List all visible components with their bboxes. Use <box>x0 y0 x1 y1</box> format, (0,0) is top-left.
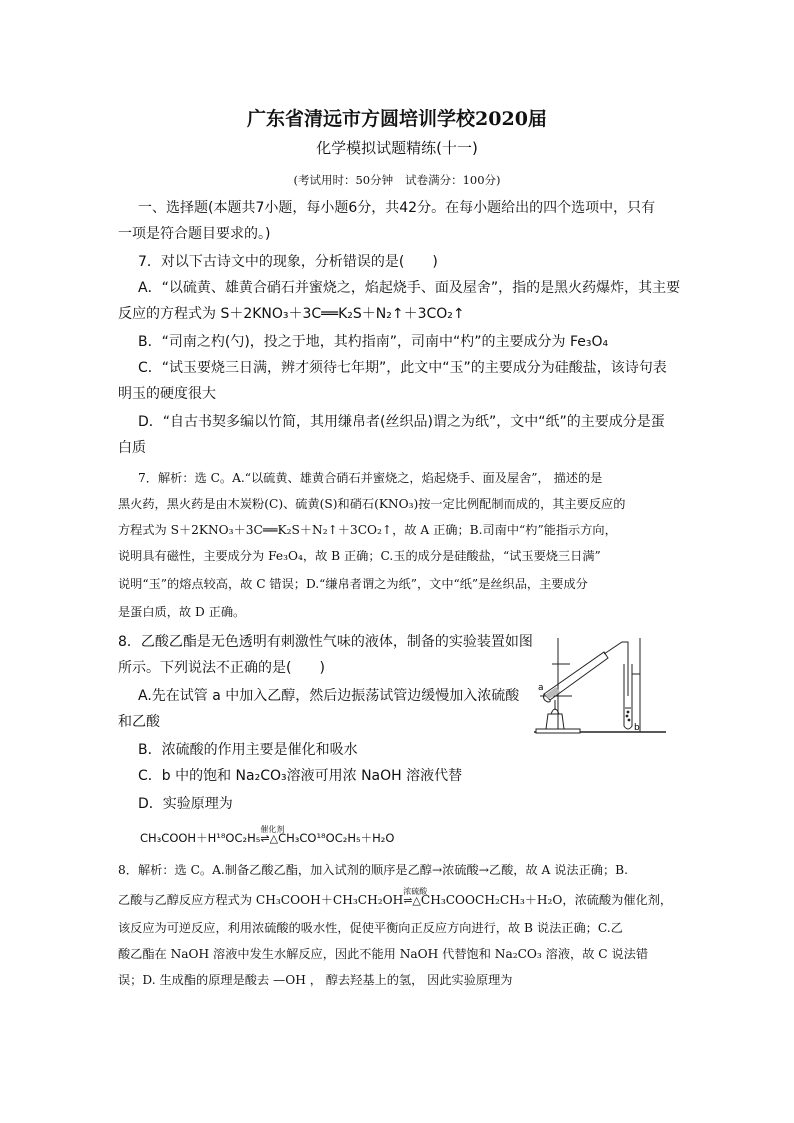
q8-stem-line2: 所示。下列说法不正确的是( ) <box>118 660 325 676</box>
document-title: 广东省清远市方圆培训学校2020届 <box>247 108 547 130</box>
figure-label-b: b <box>634 723 640 733</box>
q7-option-c-line1: C．“试玉要烧三日满，辨才须待七年期”，此文中“玉”的主要成分为硅酸盐，该诗句表 <box>138 360 667 376</box>
q8-answer-line5: 误；D. 生成酯的原理是酸去 —OH ， 醇去羟基上的氢， 因此实验原理为 <box>118 973 513 987</box>
q8-equation <box>140 825 395 849</box>
q7-answer-line6: 是蛋白质，故 D 正确。 <box>118 605 246 619</box>
q7-option-d-line1: D．“自古书契多编以竹简，其用缣帛者(丝织品)谓之为纸”，文中“纸”的主要成分是蛋 <box>138 414 665 430</box>
q8-answer-line3: 该反应为可逆反应，利用浓硫酸的吸水性，促使平衡向正反应方向进行，故 B 说法正确；C.乙 <box>118 921 623 935</box>
q7-answer-line5: 说明“玉”的熔点较高，故 C 错误；D.“缣帛者谓之为纸”，文中“纸”是丝织品，主要成分 <box>118 577 588 591</box>
exam-meta <box>0 170 794 190</box>
answer-catalyst-label: 浓硫酸 <box>403 887 428 896</box>
answer-equation-arrow: 浓硫酸 ⇌△ <box>403 891 421 911</box>
section-heading-line2: 一项是符合题目要求的。) <box>118 226 271 242</box>
document-subtitle: 化学模拟试题精练(十一) <box>316 139 478 157</box>
equation-products: CH₃CO¹⁸OC₂H₅＋H₂O <box>278 831 395 845</box>
q7-answer-line4: 说明具有磁性，主要成分为 Fe₃O₄，故 B 正确；C.玉的成分是硅酸盐，“试玉要烧三日满” <box>118 549 601 563</box>
q7-option-c-line2: 明玉的硬度很大 <box>118 386 216 402</box>
figure-label-a: a <box>538 683 544 693</box>
q7-option-d-line2: 白质 <box>118 440 146 456</box>
q8-option-c: C．b 中的饱和 Na₂CO₃溶液可用浓 NaOH 溶液代替 <box>138 768 463 784</box>
exam-score: 试卷满分：100分) <box>405 173 501 187</box>
q7-option-b: B．“司南之杓(勺)，投之于地，其杓指南”，司南中“杓”的主要成分为 Fe₃O₄ <box>138 334 609 350</box>
q7-answer-line1: 7．解析：选 C。A.“以硫黄、雄黄合硝石并蜜烧之，焰起烧手、面及屋舍”， 描述的是 <box>138 471 603 485</box>
exam-time: (考试用时：50分钟 <box>293 173 394 187</box>
q8-option-a-line2: 和乙酸 <box>118 714 160 730</box>
q8-answer-line4: 酸乙酯在 NaOH 溶液中发生水解反应，因此不能用 NaOH 代替饱和 Na₂CO₃ 溶液，故 C 说法错 <box>118 947 649 961</box>
equation-reactants: CH₃COOH＋H¹⁸OC₂H₅ <box>140 831 261 845</box>
q7-answer-line3: 方程式为 S＋2KNO₃＋3C══K₂S＋N₂↑＋3CO₂↑，故 A 正确；B.司南中“杓”能指示方向， <box>118 523 617 537</box>
q8-stem-line1: 8．乙酸乙酯是无色透明有刺激性气味的液体，制备的实验装置如图 <box>118 634 533 650</box>
ester-apparatus-figure <box>532 634 668 738</box>
catalyst-label: 催化剂 <box>260 825 285 834</box>
q7-option-a-line1: A．“以硫黄、雄黄合硝石并蜜烧之，焰起烧手、面及屋舍”，指的是黑火药爆炸，其主要 <box>138 280 681 296</box>
section-heading-line1: 一、选择题(本题共7小题，每小题6分，共42分。在每小题给出的四个选项中，只有 <box>138 200 656 216</box>
q7-answer-line2: 黑火药，黑火药是由木炭粉(C)、硫黄(S)和硝石(KNO₃)按一定比例配制而成的，其主要反应的 <box>118 497 626 511</box>
q8-option-d: D．实验原理为 <box>138 796 233 812</box>
q7-stem: 7．对以下古诗文中的现象，分析错误的是( ) <box>138 254 438 270</box>
q8-answer-line1: 8．解析：选 C。A.制备乙酸乙酯，加入试剂的顺序是乙醇→浓硫酸→乙酸，故 A 说法正确；B. <box>118 863 628 877</box>
q8-option-a-line1: A.先在试管 a 中加入乙醇，然后边振荡试管边缓慢加入浓硫酸 <box>138 688 520 704</box>
q8-answer-line2: 乙酸与乙醇反应方程式为 CH₃COOH＋CH₃CH₂OH 浓硫酸 ⇌△CH₃COOCH₂CH₃＋H₂O，浓硫酸为催化剂， <box>118 890 672 911</box>
equation-arrow: 催化剂 ⇌△ <box>260 829 278 849</box>
q7-option-a-line2: 反应的方程式为 S＋2KNO₃＋3C══K₂S＋N₂↑＋3CO₂↑ <box>118 306 465 322</box>
q8-option-b: B．浓硫酸的作用主要是催化和吸水 <box>138 742 358 758</box>
